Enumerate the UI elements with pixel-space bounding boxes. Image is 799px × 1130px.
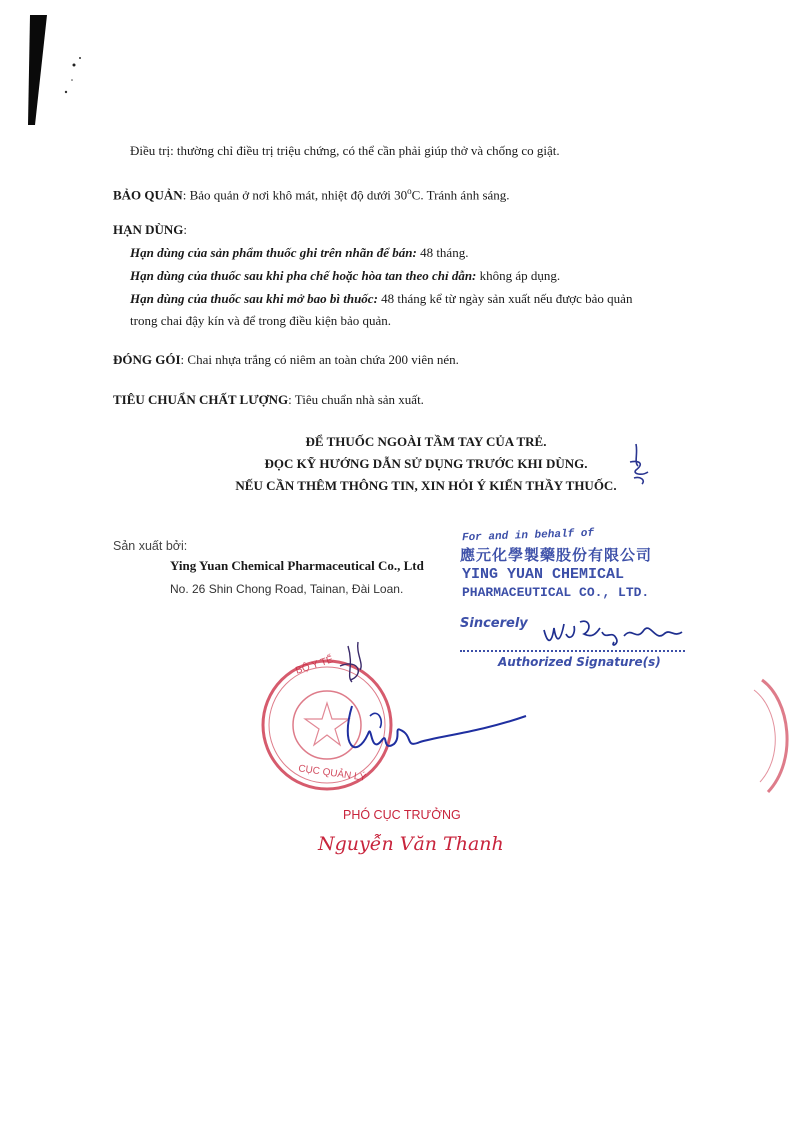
stamp-company-line-1: YING YUAN CHEMICAL (462, 566, 625, 583)
expiry-line-2 (130, 268, 560, 284)
official-signature (330, 636, 530, 766)
expiry-line-3-value: 48 tháng kể từ ngày sản xuất nếu được bảo quản (377, 291, 633, 306)
expiry-line-1-value: 48 tháng. (416, 245, 469, 260)
quality-text: : Tiêu chuẩn nhà sản xuất. (288, 392, 424, 407)
stamp-behalf-line: For and in behalf of (461, 527, 595, 545)
warning-line-1: ĐỂ THUỐC NGOÀI TẦM TAY CỦA TRẺ. (305, 434, 547, 449)
quality-label: TIÊU CHUẨN CHẤT LƯỢNG (113, 392, 289, 407)
expiry-line-2-value: không áp dụng. (476, 268, 561, 283)
stamp-authorized: Authorized Signature(s) (498, 655, 661, 669)
packaging-line (113, 352, 459, 368)
expiry-line-1 (130, 245, 468, 261)
degree-symbol: o (407, 186, 412, 196)
storage-label: BẢO QUẢN (113, 187, 183, 203)
initials-signature (622, 440, 662, 490)
storage-text: : Bảo quản ở nơi khô mát, nhiệt độ dưới 30 (182, 187, 408, 203)
storage-line (113, 183, 510, 203)
signatory-name: Nguyễn Văn Thanh (318, 833, 504, 855)
stamp-company-line-2: PHARMACEUTICAL CO., LTD. (462, 585, 650, 600)
expiry-line-1-label: Hạn dùng của sản phẩm thuốc ghi trên nhãn để bán: (130, 245, 417, 260)
stamp-sincerely: Sincerely (460, 616, 528, 631)
manufacturer-name: Ying Yuan Chemical Pharmaceutical Co., Ltd (170, 558, 424, 573)
manufacturer-label: Sản xuất bởi: (113, 539, 188, 553)
stamp-top-text: BỘ Y TẾ (294, 654, 335, 677)
expiry-label: HẠN DÙNG (113, 222, 184, 237)
expiry-continuation: trong chai đậy kín và để trong điều kiện bảo quản. (130, 313, 392, 328)
quality-line (113, 392, 424, 408)
packaging-text: : Chai nhựa trắng có niêm an toàn chứa 200 viên nén. (180, 352, 459, 367)
expiry-line-3 (130, 291, 632, 307)
company-signature (540, 612, 690, 652)
stamp-bottom-text: CỤC QUẢN LÝ (297, 763, 367, 784)
expiry-colon: : (183, 222, 188, 237)
packaging-label: ĐÓNG GÓI (113, 352, 181, 367)
warning-line-2: ĐỌC KỸ HƯỚNG DẪN SỬ DỤNG TRƯỚC KHI DÙNG. (264, 456, 588, 471)
treatment-line: Điều trị: thường chỉ điều trị triệu chứng, có thể cần phải giúp thở và chống co giật. (130, 143, 560, 158)
expiry-line-2-label: Hạn dùng của thuốc sau khi pha chế hoặc hòa tan theo chỉ dẫn: (130, 268, 477, 283)
storage-text-end: C. Tránh ánh sáng. (411, 187, 510, 203)
manufacturer-address: No. 26 Shin Chong Road, Tainan, Đài Loan. (170, 582, 404, 596)
partial-red-stamp (760, 670, 799, 800)
warning-line-3: NẾU CẦN THÊM THÔNG TIN, XIN HỎI Ý KIẾN THẦY THUỐC. (235, 478, 617, 493)
signatory-title: PHÓ CỤC TRƯỞNG (343, 808, 461, 822)
expiry-line-3-label: Hạn dùng của thuốc sau khi mở bao bì thuốc: (130, 291, 378, 306)
stamp-chinese-name: 應元化學製藥股份有限公司 (460, 546, 653, 564)
expiry-heading (113, 222, 187, 238)
